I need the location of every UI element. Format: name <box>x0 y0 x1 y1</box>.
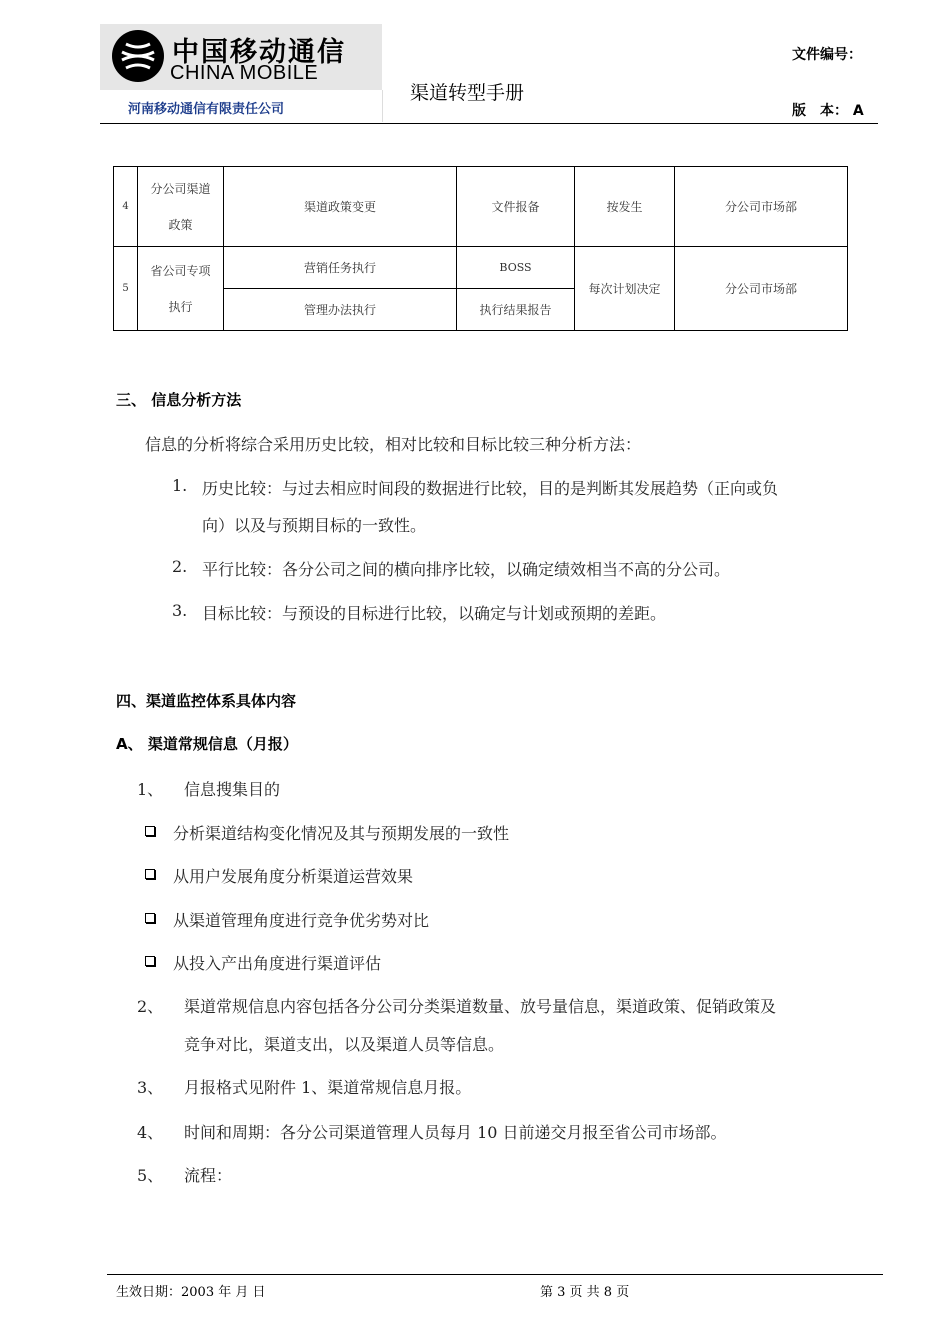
list-number: 3. <box>172 601 188 620</box>
list-number: 1. <box>172 476 188 495</box>
logo-chinese-text: 中国移动通信 <box>172 37 346 68</box>
document-title: 渠道转型手册 <box>410 82 525 104</box>
step-text: 信息搜集目的 <box>184 780 281 799</box>
page-number: 第 3 页 共 8 页 <box>540 1285 630 1300</box>
checkbox-bullet-icon <box>145 956 155 966</box>
logo-english-text: CHINA MOBILE <box>170 62 319 84</box>
row-department: 分公司市场部 <box>675 247 848 331</box>
row-unit <box>138 247 224 331</box>
china-mobile-logo-icon <box>112 30 164 82</box>
step-text: 流程： <box>184 1166 233 1185</box>
step-text: 月报格式见附件 1、渠道常规信息月报。 <box>184 1078 472 1097</box>
bullet-item: 分析渠道结构变化情况及其与预期发展的一致性 <box>173 824 510 843</box>
row-unit-line: 省公司专项 <box>150 263 211 278</box>
bullet-item: 从投入产出角度进行渠道评估 <box>173 954 382 973</box>
document-number: 文件编号： <box>792 47 862 63</box>
list-item: 平行比较：各分公司之间的横向排序比较，以确定绩效相当不高的分公司。 <box>202 560 731 579</box>
row-unit <box>138 167 224 247</box>
row-item: 渠道政策变更 <box>224 167 457 247</box>
list-item: 历史比较：与过去相应时间段的数据进行比较，目的是判断其发展趋势（正向或负 <box>202 479 779 498</box>
header-divider <box>100 123 878 124</box>
step-number: 1、 <box>137 780 164 799</box>
list-number: 2. <box>172 557 188 576</box>
row-unit-line: 执行 <box>168 299 193 314</box>
paragraph: 信息的分析将综合采用历史比较，相对比较和目标比较三种分析方法： <box>145 435 642 454</box>
row-number: 5 <box>114 247 138 331</box>
checkbox-bullet-icon <box>145 826 155 836</box>
bullet-item: 从渠道管理角度进行竞争优劣势对比 <box>173 911 430 930</box>
list-item-continuation: 向）以及与预期目标的一致性。 <box>202 516 427 535</box>
effective-date: 生效日期：2003 年 月 日 <box>116 1285 266 1300</box>
row-department: 分公司市场部 <box>675 167 848 247</box>
step-text: 渠道常规信息内容包括各分公司分类渠道数量、放号量信息，渠道政策、促销政策及 <box>184 997 777 1016</box>
step-number: 5、 <box>137 1166 164 1185</box>
step-number: 4、 <box>137 1123 164 1142</box>
document-version: 版 本： A <box>792 103 864 119</box>
section-heading: 三、 信息分析方法 <box>116 391 242 409</box>
checkbox-bullet-icon <box>145 913 155 923</box>
step-number: 3、 <box>137 1078 164 1097</box>
section-heading: 四、渠道监控体系具体内容 <box>116 692 297 710</box>
table-row <box>114 167 848 247</box>
step-text-continuation: 竞争对比，渠道支出，以及渠道人员等信息。 <box>184 1035 505 1054</box>
row-unit-line: 政策 <box>168 217 193 232</box>
subsection-heading: A、 渠道常规信息（月报） <box>116 735 298 753</box>
row-format: BOSS <box>457 247 575 289</box>
row-frequency: 按发生 <box>575 167 675 247</box>
row-format: 执行结果报告 <box>457 289 575 331</box>
row-format: 文件报备 <box>457 167 575 247</box>
company-name: 河南移动通信有限责任公司 <box>128 102 285 117</box>
channel-info-table <box>113 166 848 331</box>
list-item: 目标比较：与预设的目标进行比较，以确定与计划或预期的差距。 <box>202 604 667 623</box>
bullet-item: 从用户发展角度分析渠道运营效果 <box>173 867 414 886</box>
checkbox-bullet-icon <box>145 869 155 879</box>
step-text: 时间和周期：各分公司渠道管理人员每月 10 日前递交月报至省公司市场部。 <box>184 1123 727 1142</box>
row-item: 管理办法执行 <box>224 289 457 331</box>
footer-divider <box>107 1274 883 1275</box>
step-number: 2、 <box>137 997 164 1016</box>
row-unit-line: 分公司渠道 <box>150 181 211 196</box>
table-row <box>114 247 848 289</box>
row-item: 营销任务执行 <box>224 247 457 289</box>
row-frequency: 每次计划决定 <box>575 247 675 331</box>
row-number: 4 <box>114 167 138 247</box>
